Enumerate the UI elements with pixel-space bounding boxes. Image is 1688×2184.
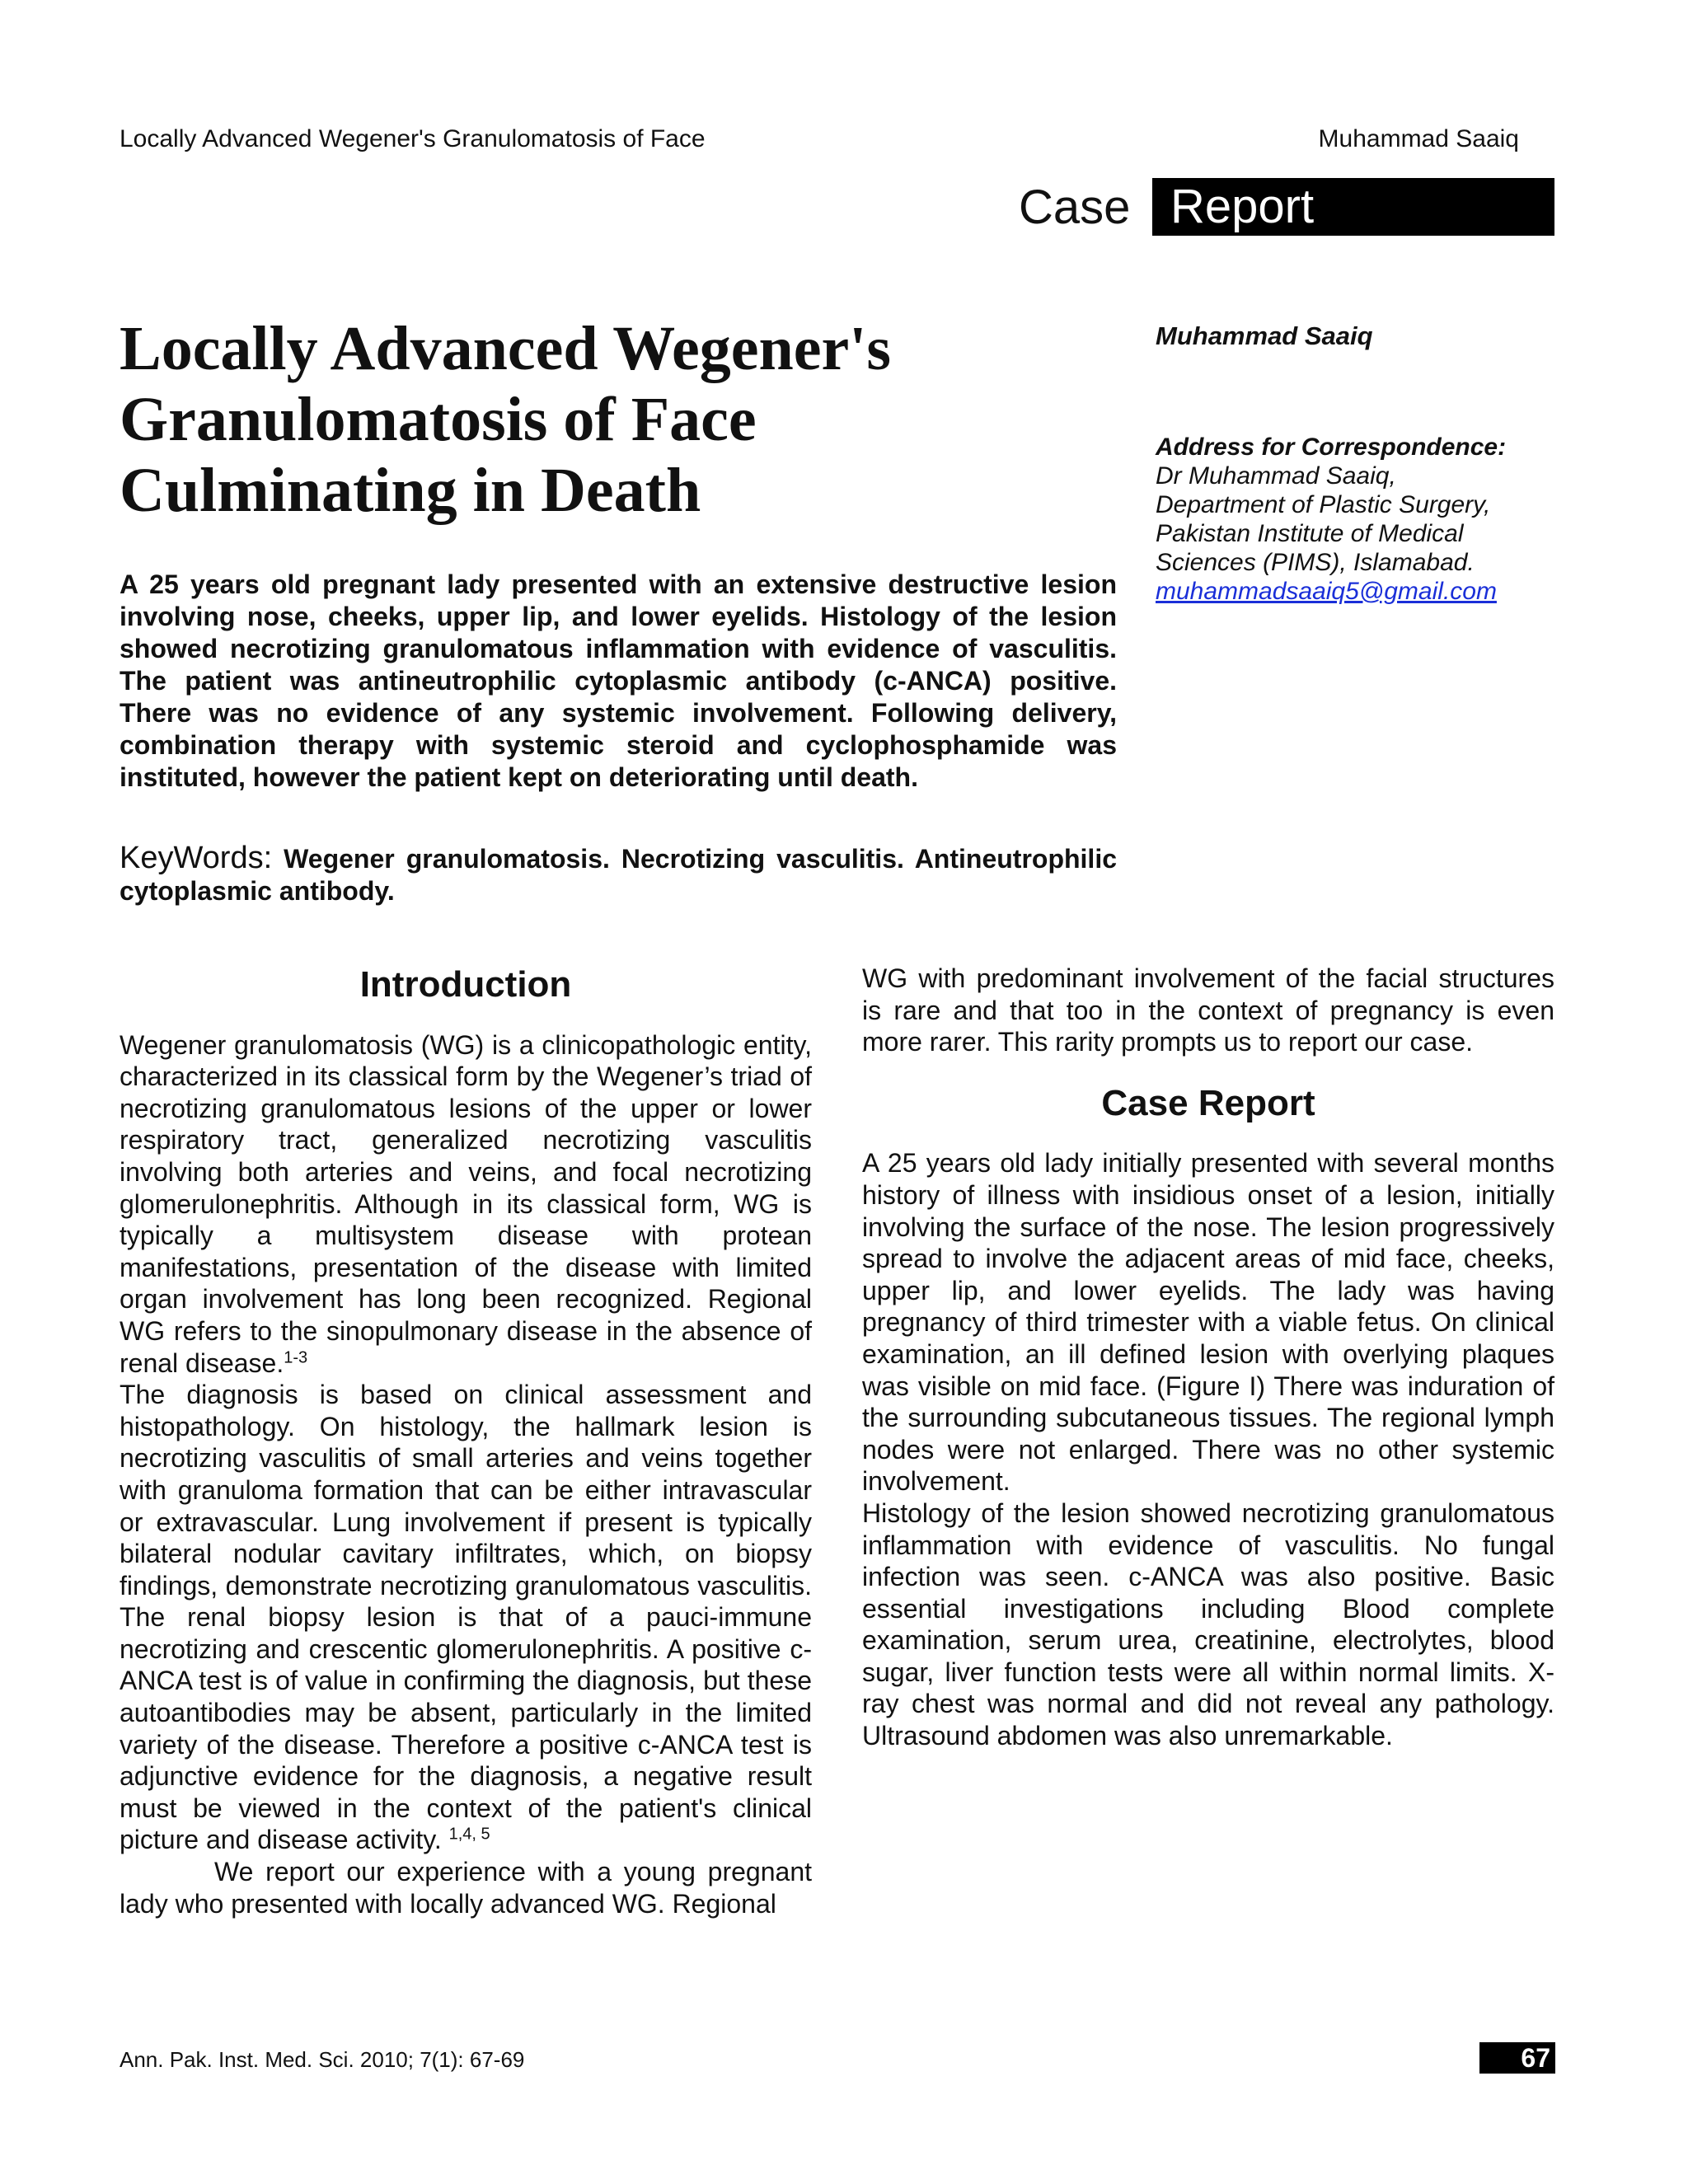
introduction-heading: Introduction bbox=[359, 964, 572, 1005]
article-type-banner: Report bbox=[1152, 178, 1554, 236]
address-line: Pakistan Institute of Medical bbox=[1156, 520, 1464, 547]
intro-paragraph-2: The diagnosis is based on clinical assessment and histopathology. On histology, the hallmark lesion is necrotizing vasculitis of small arteries and veins together with granuloma formation that can be either intravascular or extravascular. Lung involvement if present is typically bilateral nodular cavitary infiltrates, which, on biopsy findings, demonstrate necrotizing granulomatous vasculitis. The renal biopsy lesion is that of a pauci-immune necrotizing and crescentic glomerulonephritis. A positive c-ANCA test is of value in confirming the diagnosis, but these autoantibodies may be absent, particularly in the limited variety of the disease. Therefore a positive c-ANCA test is adjunctive evidence for the diagnosis, a negative result must be viewed in the context of the patient's clinical picture and disease activity. $^{1,4, 5}$ bbox=[120, 1380, 812, 1855]
address-line: Department of Plastic Surgery, bbox=[1156, 491, 1491, 518]
sidebar-author: Muhammad Saaiq bbox=[1156, 321, 1373, 350]
column-left bbox=[120, 963, 812, 1919]
case-report-heading: Case Report bbox=[1101, 1082, 1315, 1123]
author-sidebar bbox=[1156, 321, 1568, 606]
journal-citation: Ann. Pak. Inst. Med. Sci. 2010; 7(1): 67-69 bbox=[120, 2047, 525, 2072]
abstract: A 25 years old pregnant lady presented with an extensive destructive lesion involving nose, cheeks, upper lip, and lower eyelids. Histology of the lesion showed necrotizing granulomatous inflammation with evidence of vasculitis. The patient was antineutrophilic cytoplasmic antibody (c-ANCA) positive. There was no evidence of any systemic involvement. Following delivery, combination therapy with systemic steroid and cyclophosphamide was instituted, however the patient kept on deteriorating until death. bbox=[120, 569, 1117, 792]
intro-paragraph-1: Wegener granulomatosis (WG) is a clinicopathologic entity, characterized in its classical form by the Wegener’s triad of necrotizing granulomatous lesions of the upper or lower respiratory tract, generalized necrotizing vasculitis involving both arteries and veins, and focal necrotizing glomerulonephritis. Although in its classical form, WG is typically a multisystem disease with protean manifestations, presentation of the disease with limited organ involvement has long been recognized. Regional WG refers to the sinopulmonary disease in the absence of renal disease.$^{1-3}$ bbox=[120, 1029, 812, 1378]
article-title: Locally Advanced Wegener's Granulomatosis of Face Culminating in Death bbox=[120, 314, 891, 525]
case-paragraph-2: Histology of the lesion showed necrotizing granulomatous inflammation with evidence of vasculitis. No fungal infection was seen. c-ANCA was also positive. Basic essential investigations including Blood complete examination, serum urea, creatinine, electrolytes, blood sugar, liver function tests were all within normal limits. X-ray chest was normal and did not reveal any pathology. Ultrasound abdomen was also unremarkable. bbox=[862, 1497, 1554, 1751]
email-link[interactable]: muhammadsaaiq5@gmail.com bbox=[1156, 578, 1497, 605]
intro-paragraph-4: WG with predominant involvement of the facial structures is rare and that too in the context of pregnancy is even more rarer. This rarity prompts us to report our case. bbox=[862, 963, 1554, 1057]
reference-marker: 1,4, 5 bbox=[448, 1825, 490, 1844]
keywords-label: KeyWords: bbox=[120, 841, 273, 875]
case-paragraph-1: A 25 years old lady initially presented with several months history of illness with insidious onset of a lesion, initially involving the surface of the nose. The lesion progressively spread to involve the adjacent areas of mid face, cheeks, upper lip, and lower eyelids. The lady was having pregnancy of third trimester with a viable fetus. On clinical examination, an ill defined lesion with overlying plaques was visible on mid face. (Figure I) There was induration of the surrounding subcutaneous tissues. The regional lymph nodes were not enlarged. There was no other systemic involvement. bbox=[862, 1148, 1554, 1497]
reference-marker: 1-3 bbox=[284, 1347, 308, 1366]
keywords bbox=[120, 842, 1117, 907]
running-title: Locally Advanced Wegener's Granulomatosis of Face bbox=[120, 125, 706, 152]
article-type-label: Case bbox=[1019, 180, 1131, 234]
address-line: Dr Muhammad Saaiq, bbox=[1156, 462, 1396, 490]
address-line: Sciences (PIMS), Islamabad. bbox=[1156, 549, 1475, 576]
keywords-text: Wegener granulomatosis. Necrotizing vasculitis. Antineutrophilic cytoplasmic antibody. bbox=[120, 844, 1118, 906]
correspondence-heading: Address for Correspondence: bbox=[1156, 434, 1507, 461]
intro-paragraph-3: We report our experience with a young pregnant lady who presented with locally advanced WG. Regional bbox=[120, 1857, 812, 1919]
running-author: Muhammad Saaiq bbox=[1318, 125, 1519, 152]
page-number: 67 bbox=[1479, 2042, 1555, 2074]
column-right bbox=[862, 963, 1554, 1752]
